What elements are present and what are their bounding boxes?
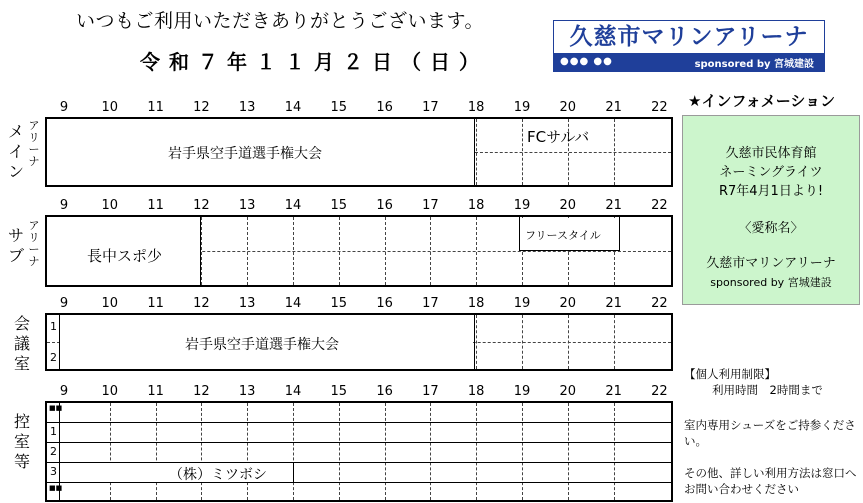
sub-arena-schedule: [0, 198, 680, 290]
hour-label-10: 10: [101, 198, 119, 213]
hour-label-22: 22: [651, 384, 668, 399]
hour-label-14: 14: [284, 198, 302, 213]
hour-label-11: 11: [147, 198, 164, 213]
hour-label-21: 21: [605, 100, 622, 115]
hour-label-16: 16: [376, 100, 393, 115]
info-line-6: sponsored by 宮城建設: [710, 276, 832, 289]
main-arena-subname: ア リ ー ナ: [28, 119, 40, 168]
hour-label-15: 15: [330, 100, 348, 115]
contact-note: その他、詳しい利用方法は窓口へお問い合わせください: [684, 466, 857, 496]
hour-labels: [0, 384, 680, 400]
hour-label-19: 19: [513, 100, 531, 115]
logo-title: 久慈市マリンアリーナ: [569, 24, 809, 50]
hour-label-13: 13: [238, 384, 256, 399]
hour-label-14: 14: [284, 296, 302, 311]
logo-sponsor: sponsored by 宮城建設: [694, 59, 814, 70]
hour-label-14: 14: [284, 384, 302, 399]
waiting-row-4: ■■: [49, 484, 63, 492]
info-line-4: 〈愛称名〉: [738, 221, 804, 236]
schedule-date: 令和７年１１月２日（日）: [140, 50, 488, 74]
arena-logo: [553, 20, 825, 72]
meeting-room-grid: [45, 313, 673, 371]
hour-label-10: 10: [101, 100, 119, 115]
hour-label-21: 21: [605, 384, 622, 399]
sub-arena-subname: ア リ ー ナ: [28, 219, 40, 268]
info-title: ★インフォメーション: [688, 92, 836, 110]
main-arena-grid: [45, 117, 673, 187]
hour-label-22: 22: [651, 100, 668, 115]
hour-label-15: 15: [330, 198, 348, 213]
waiting-row-0: ■■: [49, 404, 63, 412]
info-line-5: 久慈市マリンアリーナ: [706, 256, 836, 271]
hour-label-22: 22: [651, 296, 668, 311]
hour-labels: [0, 296, 680, 312]
sub-arena-event-1: 長中スポ少: [87, 247, 163, 265]
sub-arena-name: サ ブ: [7, 226, 24, 265]
naming-rights-box: [682, 115, 860, 305]
sub-arena-grid: [45, 215, 673, 287]
limit-text: 利用時間 2時間まで: [712, 383, 823, 397]
info-line-1: 久慈市民体育館: [725, 146, 817, 161]
hour-label-15: 15: [330, 384, 348, 399]
hour-label-19: 19: [513, 296, 531, 311]
hour-labels: [0, 100, 680, 116]
hour-label-22: 22: [651, 198, 668, 213]
hour-label-10: 10: [101, 384, 119, 399]
sub-arena-event-2: フリースタイル: [525, 229, 601, 242]
hour-label-12: 12: [193, 296, 210, 311]
hour-label-21: 21: [605, 198, 622, 213]
shoes-note: 室内専用シューズをご持参ください。: [684, 418, 856, 448]
meeting-room-event-1: 岩手県空手道選手権大会: [185, 337, 339, 353]
hour-label-9: 9: [59, 198, 69, 213]
hour-label-13: 13: [238, 100, 256, 115]
hour-label-18: 18: [467, 384, 485, 399]
hour-label-13: 13: [238, 296, 256, 311]
hour-label-17: 17: [422, 384, 439, 399]
hour-label-19: 19: [513, 198, 531, 213]
hour-label-9: 9: [59, 100, 69, 115]
meeting-room-schedule: [0, 296, 680, 374]
main-arena-event-2: FCサルバ: [527, 128, 590, 146]
hour-label-20: 20: [559, 100, 577, 115]
hour-label-12: 12: [193, 198, 210, 213]
hour-label-10: 10: [101, 296, 119, 311]
hour-label-18: 18: [467, 198, 485, 213]
hour-label-9: 9: [59, 296, 69, 311]
waiting-room-grid: [45, 401, 673, 502]
hour-label-17: 17: [422, 100, 439, 115]
hour-label-17: 17: [422, 296, 439, 311]
hour-label-11: 11: [147, 384, 164, 399]
meeting-row-1: 1: [50, 320, 57, 333]
hour-label-20: 20: [559, 198, 577, 213]
limit-title: 【個人利用制限】: [684, 367, 776, 381]
hour-label-21: 21: [605, 296, 622, 311]
info-line-2: ネーミングライツ: [719, 165, 823, 180]
hour-label-13: 13: [238, 198, 256, 213]
hour-label-19: 19: [513, 384, 531, 399]
hour-label-16: 16: [376, 296, 393, 311]
usage-notes: [684, 366, 862, 497]
hour-label-18: 18: [467, 100, 485, 115]
hour-label-11: 11: [147, 100, 164, 115]
hour-label-12: 12: [193, 100, 210, 115]
logo-dots-icon: ●●● ●●: [560, 56, 613, 67]
hour-label-20: 20: [559, 384, 577, 399]
hour-label-16: 16: [376, 384, 393, 399]
waiting-room-schedule: [0, 384, 680, 502]
hour-label-9: 9: [59, 384, 69, 399]
greeting-text: いつもご利用いただきありがとうございます。: [76, 10, 484, 32]
waiting-room-event-1: （株）ミツボシ: [169, 467, 267, 483]
main-arena-event-1: 岩手県空手道選手権大会: [168, 146, 322, 162]
waiting-row-1: 1: [50, 425, 57, 438]
hour-label-15: 15: [330, 296, 348, 311]
meeting-row-2: 2: [50, 351, 57, 364]
main-arena-schedule: [0, 100, 680, 188]
waiting-room-name: 控 室 等: [13, 412, 30, 471]
hour-labels: [0, 198, 680, 214]
hour-label-20: 20: [559, 296, 577, 311]
hour-label-17: 17: [422, 198, 439, 213]
hour-label-18: 18: [467, 296, 485, 311]
hour-label-16: 16: [376, 198, 393, 213]
waiting-row-2: 2: [50, 445, 57, 458]
hour-label-11: 11: [147, 296, 164, 311]
hour-label-14: 14: [284, 100, 302, 115]
meeting-room-name: 会 議 室: [13, 314, 30, 373]
hour-label-12: 12: [193, 384, 210, 399]
waiting-row-3: 3: [50, 465, 57, 478]
info-line-3: R7年4月1日より!: [718, 184, 824, 199]
main-arena-name: メ イ ン: [7, 122, 24, 181]
